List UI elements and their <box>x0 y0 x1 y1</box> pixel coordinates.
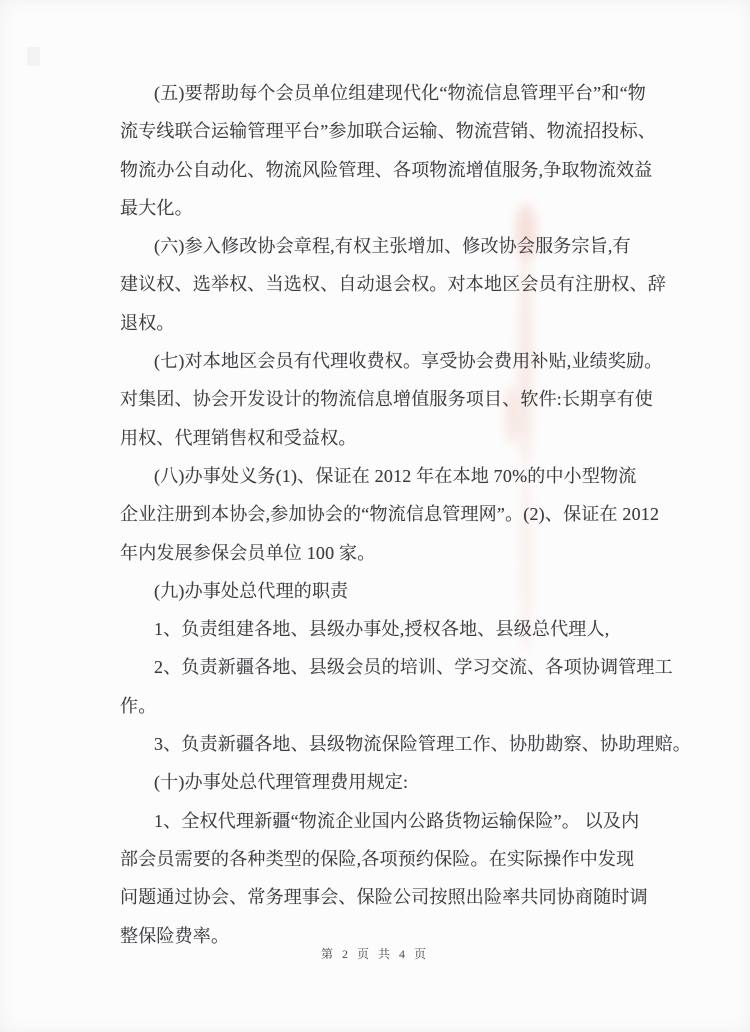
document-line: 作。 <box>120 695 157 716</box>
document-line: 企业注册到本协会,参加协会的“物流信息管理网”。(2)、保证在 2012 <box>120 504 660 525</box>
document-line: (十)办事处总代理管理费用规定: <box>154 772 409 793</box>
document-line: 用权、代理销售权和受益权。 <box>120 427 357 448</box>
document-line: 部会员需要的各种类型的保险,各项预约保险。在实际操作中发现 <box>120 848 635 869</box>
document-line: 1、全权代理新疆“物流企业国内公路货物运输保险”。 以及内 <box>154 810 640 831</box>
page-number-label: 第 2 页 共 4 页 <box>320 947 429 961</box>
page-footer <box>0 945 750 962</box>
document-line: 3、负责新疆各地、县级物流保险管理工作、协肋勘察、协助理赔。 <box>154 734 691 755</box>
document-line: 物流办公自动化、物流风险管理、各项物流增值服务,争取物流效益 <box>120 159 653 180</box>
document-line: (九)办事处总代理的职责 <box>154 580 349 601</box>
document-line: 建议权、选举权、当选权、自动退会权。对本地区会员有注册权、辞 <box>120 274 666 295</box>
document-line: 2、负责新疆各地、县级会员的培训、学习交流、各项协调管理工 <box>154 657 673 678</box>
document-body <box>120 74 691 955</box>
document-line: 年内发展参保会员单位 100 家。 <box>120 542 376 563</box>
document-line: (七)对本地区会员有代理收费权。享受协会费用补贴,业绩奖励。 <box>154 351 663 372</box>
scan-smudge <box>27 47 40 66</box>
document-line: 流专线联合运输管理平台”参加联合运输、物流营销、物流招投标、 <box>120 121 656 142</box>
document-line: (六)参入修改协会章程,有权主张增加、修改协会服务宗旨,有 <box>154 236 631 257</box>
document-line: 1、负责组建各地、县级办事处,授权各地、县级总代理人, <box>154 619 610 640</box>
document-line: (五)要帮助每个会员单位组建现代化“物流信息管理平台”和“物 <box>154 83 646 103</box>
document-line: (八)办事处义务(1)、保证在 2012 年在本地 70%的中小型物流 <box>154 465 637 486</box>
document-line: 最大化。 <box>120 197 193 218</box>
document-line: 退权。 <box>120 312 175 333</box>
document-line: 对集团、协会开发设计的物流信息增值服务项目、软件:长期享有使 <box>120 389 653 410</box>
document-line: 问题通过协会、常务理事会、保险公司按照出险率共同协商随时调 <box>120 887 648 908</box>
document-line: 整保险费率。 <box>120 925 230 946</box>
